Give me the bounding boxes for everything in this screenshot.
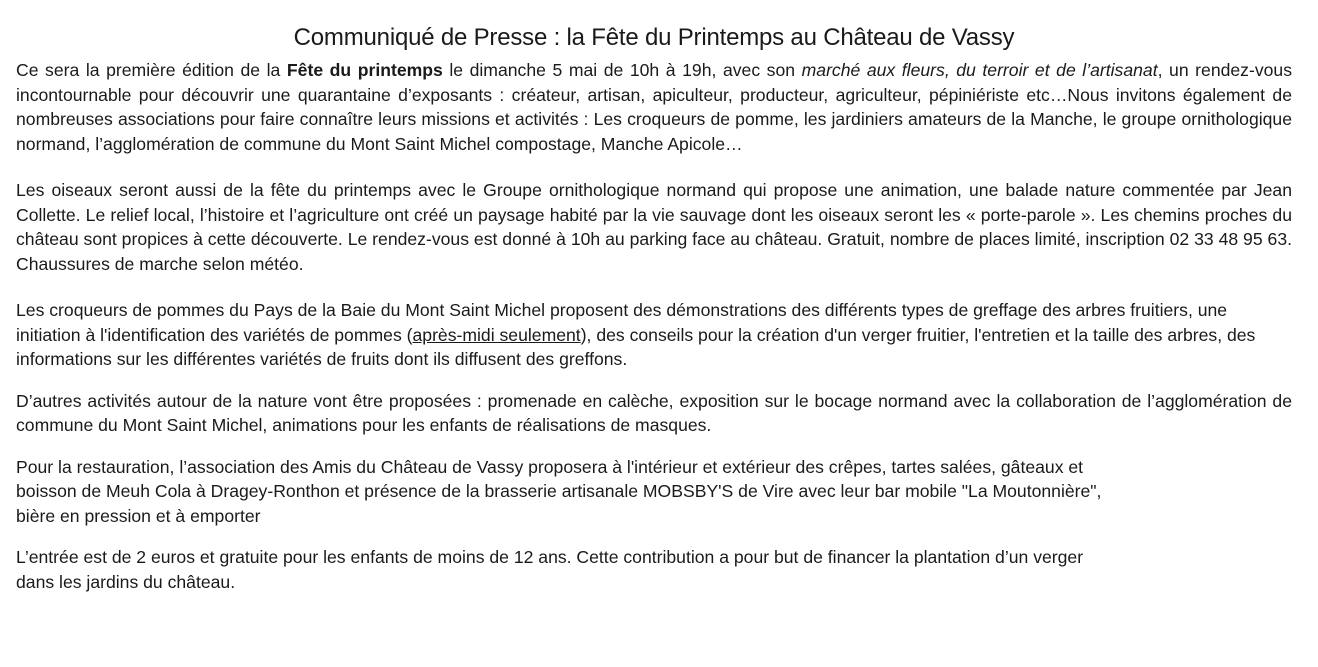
apple-text-c: ), des conseils pour la création d'un verger fruitier, l'entretien et la taille des arbres, des informations sur les différentes variétés de fruits dont ils diffusent des greffons. (16, 324, 1256, 369)
festival-name: Fête du printemps (286, 60, 443, 80)
catering-line-1: Pour la restauration, l’association des Amis du Château de Vassy proposera à l'intérieur et extérieur des crêpes, tartes salées, gâteaux et (16, 456, 1084, 477)
paragraph-apple-growers (16, 298, 1292, 372)
paragraph-birds: Les oiseaux seront aussi de la fête du printemps avec le Groupe ornithologique normand qui propose une animation, une balade nature commentée par Jean Collette. Le relief local, l’histoire et l’agriculture ont créé un paysage habité par la vie sauvage dont les oiseaux seront les « porte-parole ». Les chemins proches du château sont propices à cette découverte. Le rendez-vous est donné à 10h au parking face au château. Gratuit, nombre de places limité, inscription 02 33 48 95 63. Chaussures de marche selon météo. (16, 180, 1292, 274)
catering-line-2: boisson de Meuh Cola à Dragey-Ronthon et présence de la brasserie artisanale MOBSBY'S de Vire avec leur bar mobile "La Moutonnière", (16, 481, 1102, 501)
apple-text-a: Les croqueurs de pommes du Pays de la Baie du Mont Saint Michel proposent des démonstrations des différents types de greffage des arbres fruitiers, une initiation à l'identification des variétés de pommes ( (16, 300, 1228, 345)
paragraph-catering (16, 455, 1292, 529)
paragraph-intro (16, 58, 1292, 156)
afternoon-only-note: après-midi seulement (412, 324, 581, 345)
market-description: marché aux fleurs, du terroir et de l’artisanat (801, 60, 1158, 80)
paragraph-entry-fee (16, 545, 1292, 594)
intro-text-e: , un rendez-vous incontournable pour découvrir une quarantaine d’exposants : créateur, artisan, apiculteur, producteur, agriculteur, pépiniériste etc…Nous invitons également de nombreuses associations pour faire connaître leurs missions et activités : Les croqueurs de pomme, les jardiniers amateurs de la Manche, le groupe ornithologique normand, l’agglomération de commune du Mont Saint Michel compostage, Manche Apicole… (16, 60, 1293, 154)
entry-line-2: dans les jardins du château. (16, 571, 236, 592)
page-title: Communiqué de Presse : la Fête du Printemps au Château de Vassy (293, 24, 1015, 51)
intro-text-a: Ce sera la première édition de la (16, 60, 287, 80)
catering-line-3: bière en pression et à emporter (16, 505, 261, 526)
intro-text-c: le dimanche 5 mai de 10h à 19h, avec son (442, 60, 802, 80)
entry-line-1: L’entrée est de 2 euros et gratuite pour les enfants de moins de 12 ans. Cette contribution a pour but de financer la plantation d’un verger (16, 547, 1084, 567)
paragraph-activities: D’autres activités autour de la nature vont être proposées : promenade en calèche, exposition sur le bocage normand avec la collaboration de l’agglomération de commune du Mont Saint Michel, animations pour les enfants de réalisations de masques. (16, 390, 1292, 435)
